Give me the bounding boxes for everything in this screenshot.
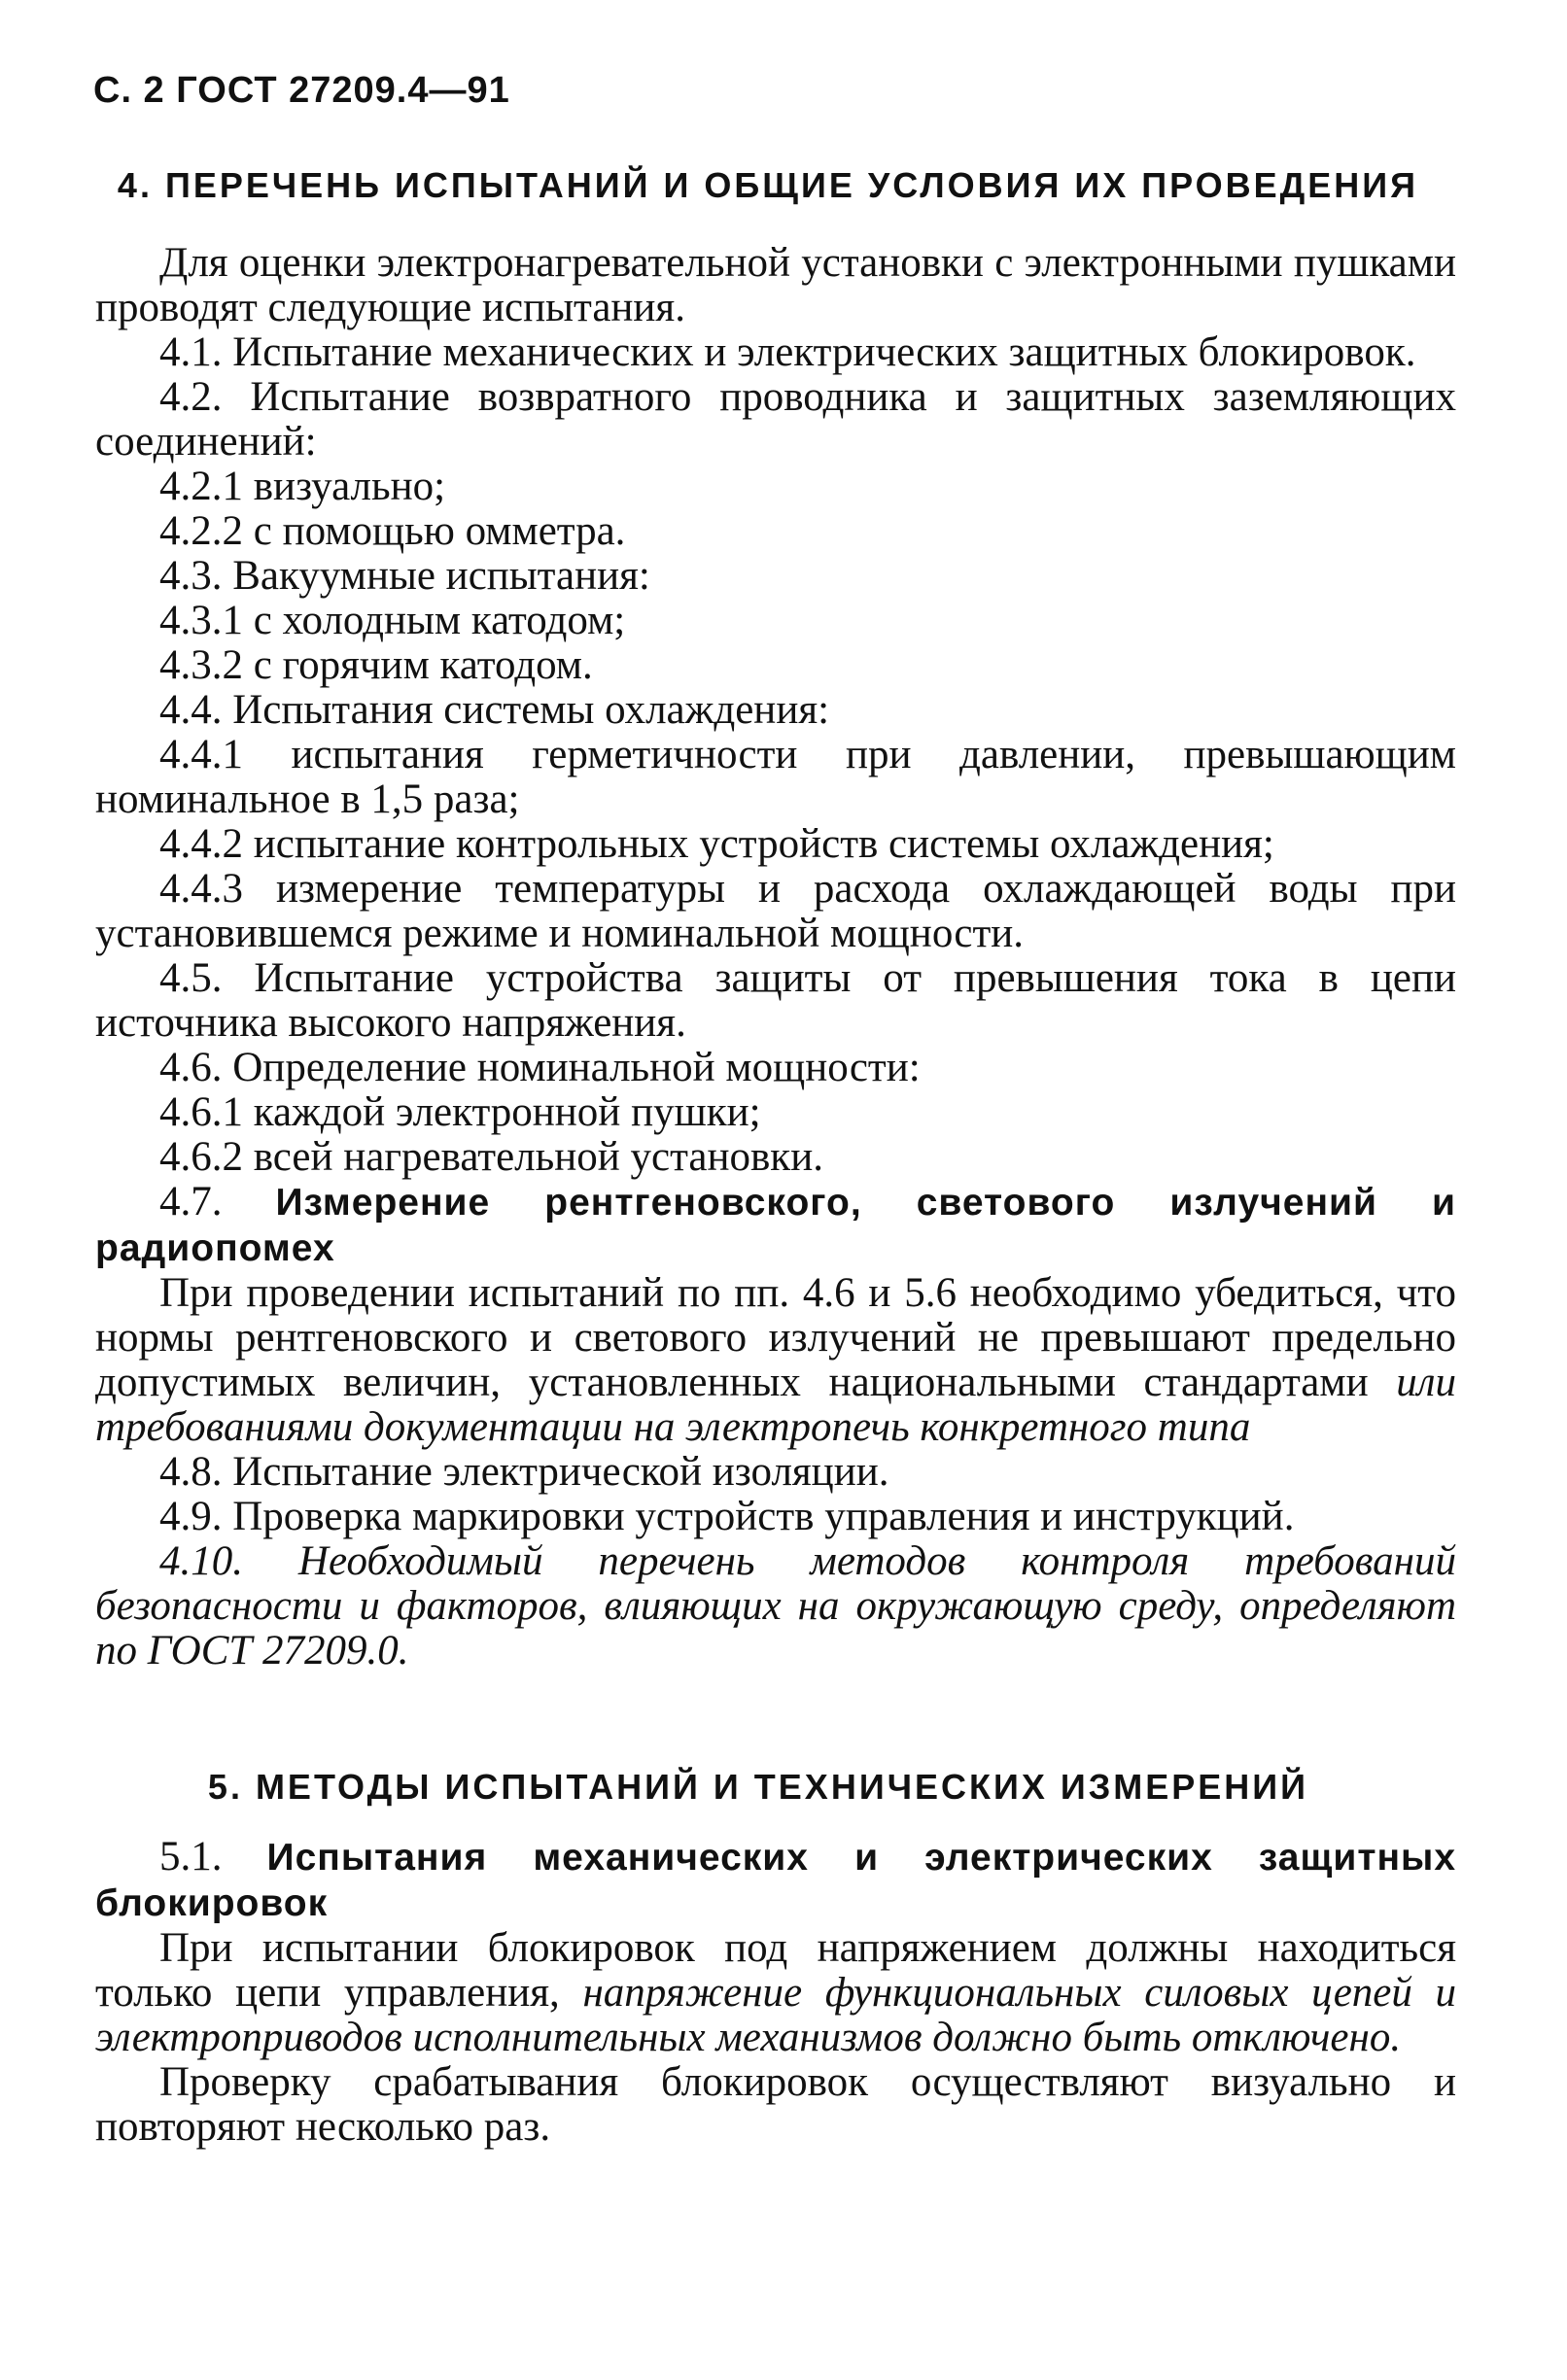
item-4-3-1: 4.3.1 с холодным катодом; <box>159 598 626 643</box>
item-4-7 <box>95 1180 1456 1271</box>
item-5-1-number: 5.1. <box>159 1834 223 1880</box>
item-5-1-text-regular: При испытании блокировок под напряжением должны находиться только цепи управления, <box>95 1925 1456 2016</box>
item-4-3-2: 4.3.2 с горячим катодом. <box>159 642 593 688</box>
item-4-2: 4.2. Испытание возвратного проводника и защитных заземляющих соединений: <box>95 374 1456 465</box>
item-4-6-2: 4.6.2 всей нагревательной установки. <box>159 1134 823 1180</box>
item-4-4-2: 4.4.2 испытание контрольных устройств системы охлаждения; <box>159 821 1274 867</box>
page-header: С. 2 ГОСТ 27209.4—91 <box>93 70 510 111</box>
item-4-7-text-italic: или требованиями документации на электропечь конкретного типа <box>95 1360 1456 1450</box>
item-5-1-text2: Проверку срабатывания блокировок осуществляют визуально и повторяют несколько раз. <box>95 2059 1456 2150</box>
item-5-1-text-italic: напряжение функциональных силовых цепей и электроприводов исполнительных механизмов должно быть отключено. <box>95 1970 1457 2060</box>
item-4-8: 4.8. Испытание электрической изоляции. <box>159 1449 889 1495</box>
item-4-2-2: 4.2.2 с помощью омметра. <box>159 508 626 554</box>
section-4-intro: Для оценки электронагревательной установки с электронными пушками проводят следующие испытания. <box>95 240 1456 330</box>
item-4-1: 4.1. Испытание механических и электрических защитных блокировок. <box>159 329 1416 375</box>
item-4-4: 4.4. Испытания системы охлаждения: <box>159 687 830 733</box>
section-4-body <box>95 241 1456 1673</box>
section-5-body <box>95 1835 1456 2150</box>
item-5-1-title: Испытания механических и электрических защитных блокировок <box>95 1837 1457 1924</box>
item-5-1 <box>95 1835 1456 1926</box>
item-4-10: 4.10. Необходимый перечень методов контроля требований безопасности и факторов, влияющих на окружающую среду, определяют по ГОСТ 27209.0. <box>95 1538 1456 1673</box>
item-4-2-1: 4.2.1 визуально; <box>159 464 446 509</box>
item-4-3: 4.3. Вакуумные испытания: <box>159 553 650 599</box>
item-4-6: 4.6. Определение номинальной мощности: <box>159 1045 921 1090</box>
item-4-7-number: 4.7. <box>159 1179 223 1224</box>
item-4-7-title: Измерение рентгеновского, светового излучений и радиопомех <box>95 1182 1457 1269</box>
section-4-heading: 4. ПЕРЕЧЕНЬ ИСПЫТАНИЙ И ОБЩИЕ УСЛОВИЯ ИХ ПРОВЕДЕНИЯ <box>117 165 1419 205</box>
item-5-1-text <box>95 1926 1456 2060</box>
item-4-4-1: 4.4.1 испытания герметичности при давлении, превышающим номинальное в 1,5 раза; <box>95 732 1456 822</box>
item-4-9: 4.9. Проверка маркировки устройств управления и инструкций. <box>159 1494 1295 1539</box>
item-4-7-text <box>95 1271 1456 1450</box>
item-4-6-1: 4.6.1 каждой электронной пушки; <box>159 1089 761 1135</box>
item-4-5: 4.5. Испытание устройства защиты от превышения тока в цепи источника высокого напряжения. <box>95 955 1456 1046</box>
item-4-4-3: 4.4.3 измерение температуры и расхода охлаждающей воды при установившемся режиме и номинальной мощности. <box>95 866 1456 956</box>
section-5-heading: 5. МЕТОДЫ ИСПЫТАНИЙ И ТЕХНИЧЕСКИХ ИЗМЕРЕНИЙ <box>207 1767 1309 1807</box>
item-4-7-text-regular: При проведении испытаний по пп. 4.6 и 5.6 необходимо убедиться, что нормы рентгеновского и светового излучений не превышают предельно допустимых величин, установленных национальными стандартами <box>95 1270 1456 1405</box>
